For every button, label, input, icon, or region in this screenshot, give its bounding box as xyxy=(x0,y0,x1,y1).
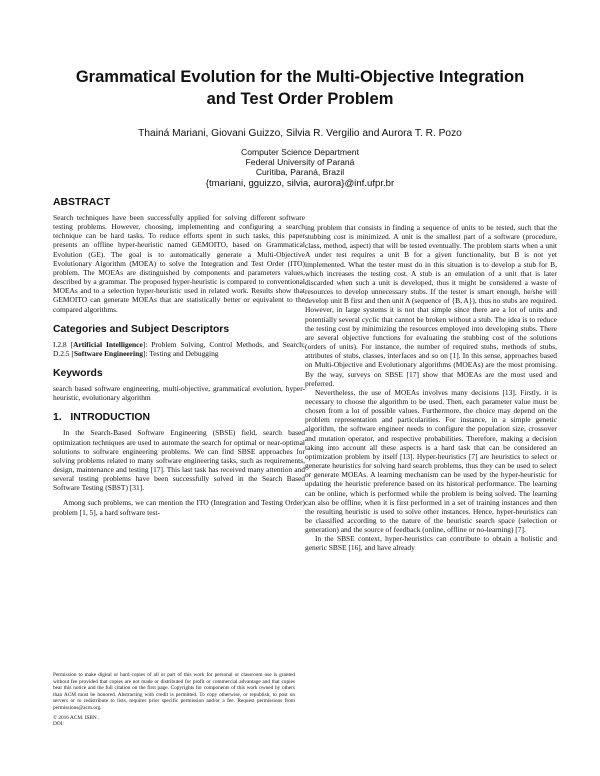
introduction-heading: 1. INTRODUCTION xyxy=(53,412,150,424)
author-list: Thainá Mariani, Giovani Guizzo, Silvia R. Vergilio and Aurora T. R. Pozo xyxy=(138,128,462,139)
left-column xyxy=(53,196,305,517)
categories-part-3: ]: Testing and Debugging xyxy=(142,348,219,358)
right-paragraph-3: In the SBSE context, hyper-heuristics can contribute to obtain a holistic and generic SBSE [16], and have already xyxy=(305,534,557,553)
affiliation-location: Curitiba, Paraná, Brazil xyxy=(255,167,345,178)
categories-part-2: ]: Problem Solving, Control Methods, and Search; D.2.5 [ xyxy=(53,339,305,358)
right-column xyxy=(305,223,557,553)
affiliation-department: Computer Science Department xyxy=(241,147,359,157)
introduction-paragraph-1: In the Search-Based Software Engineering (SBSE) field, search based optimization techniques are used to automate the search for optimal or near-optimal solutions to software engineering problems. We can find SBSE approaches for solving problems related to many software engineering tasks, such as requirements, design, maintenance and testing [17]. This last task has received many attention and several testing problems have been successfully solved in the Search Based Software Testing (SBST) [31]. xyxy=(53,428,305,493)
categories-heading: Categories and Subject Descriptors xyxy=(53,323,230,335)
introduction-paragraph-2: Among such problems, we can mention the ITO (Integration and Testing Order) problem [1, 5], a hard software test- xyxy=(53,498,305,517)
keywords-text: search based software engineering, multi-objective, grammatical evolution, hyper-heuristic, evolutionary algorithm xyxy=(53,384,305,403)
keywords-heading: Keywords xyxy=(53,368,103,380)
categories-part-1: I.2.8 [ xyxy=(53,339,74,349)
categories-text xyxy=(53,340,305,358)
affiliation-emails: {tmariani, gguizzo, silvia, aurora}@inf.ufpr.br xyxy=(205,177,395,189)
permission-text: Permission to make digital or hard copies of all or part of this work for personal or classroom use is granted without fee provided that copies are not made or distributed for profit or commercial advantage and that copies bear this notice and the full citation on the first page. Copyrights for components of this work owned by others than ACM must be honored. Abstracting with credit is permitted. To copy otherwise, or republish, to post on servers or to redistribute to lists, requires prior specific permission and/or a fee. Request permissions from permissions@acm.org. xyxy=(53,672,295,711)
paper-title xyxy=(40,66,560,110)
categories-bold-1: Artificial Intelligence xyxy=(73,339,143,349)
title-line-1: Grammatical Evolution for the Multi-Objective Integration xyxy=(75,68,525,86)
affiliation-block xyxy=(40,147,560,189)
abstract-text: Search techniques have been successfully applied for solving different software testing problems. However, choosing, implementing and configuring a search technique can be hard tasks. To reduce efforts spent in such tasks, this paper presents an offline hyper-heuristic named GEMOITO, based on Grammatical Evolution (GE). The goal is to automatically generate a Multi-Objective Evolutionary Algorithm (MOEA) to solve the Integration and Test Order (ITO) problem. The MOEAs are distinguished by components and parameters values, described by a grammar. The proposed hyper-heuristic is compared to conventional MOEAs and to a selection hyper-heuristic used in related work. Results show that GEMOITO can generate MOEAs that are statistically better or equivalent to the compared algorithms. xyxy=(53,213,305,314)
title-line-2: and Test Order Problem xyxy=(206,90,394,108)
copyright-line: © 2016 ACM. ISBN . xyxy=(53,714,100,721)
categories-bold-2: Software Engineering xyxy=(73,348,143,358)
affiliation-university: Federal University of Paraná xyxy=(245,157,355,168)
permission-footnote xyxy=(53,672,295,728)
right-paragraph-2: Nevertheless, the use of MOEAs involves many decisions [13]. Firstly, it is necessary to choose the algorithm to be used. Then, each parameter value must be chosen from a lot of possible values. Furthermore, the choice may depend on the problem representation and particularities. For instance, in a simple genetic algorithm, the software engineer needs to configure the population size, crossover and mutation operator, and respective probabilities. Therefore, making a decision taking into account all these aspects is a hard task that can be considered an optimization problem by itself [13]. Hyper-heuristics [7] are heuristics to select or generate heuristics for solving hard search problems, thus they can be used to select or generate MOEAs. A learning mechanism can be used by the hyper-heuristic for updating the heuristic preference based on its historical performance. The learning can be online, which is performed while the problem is being solved. The learning can also be offline, when it is first performed in a set of training instances and then the resulting heuristic is used to solve other instances. Hence, hyper-heuristics can be classified according to the nature of the heuristic search space (selection or generation) and the source of feedback (online, offline or no-learning) [7]. xyxy=(305,387,557,535)
right-paragraph-1: ing problem that consists in finding a sequence of units to be tested, such that the stubbing cost is minimized. A unit is the smallest part of a software (procedure, class, method, aspect) that will be tested eventually. The problem starts when a unit A under test requires a unit B for a given functionality, but B is not yet implemented. What the tester must do in this situation is to develop a stub for B, which increases the testing cost. A stub is an emulation of a unit that is later discarded when such a unit is developed, thus it might be considered a waste of resources to develop unnecessary stubs. If the tester is smart enough, he/she will develop unit B first and then unit A (sequence of {B, A}), thus no stubs are required. However, in large systems it is not that simple since there are a lot of units and potentially several cyclic that cannot be broken without a stub. The idea is to reduce the testing cost by minimizing the resources employed into developing stubs. There are several objective functions for evaluating the stubbing cost of the solutions (orders of units). For instance, the number of required stubs, methods of stubs, attributes of stubs, classes, interfaces and so on [1]. In this sense, approaches based on Multi-Objective and Evolutionary algorithms (MOEAs) are the most promising. By the way, surveys on SBSE [17] show that MOEAs are the most used and preferred. xyxy=(305,223,557,388)
doi-line: DOI: xyxy=(53,721,64,728)
abstract-heading: ABSTRACT xyxy=(53,197,111,208)
